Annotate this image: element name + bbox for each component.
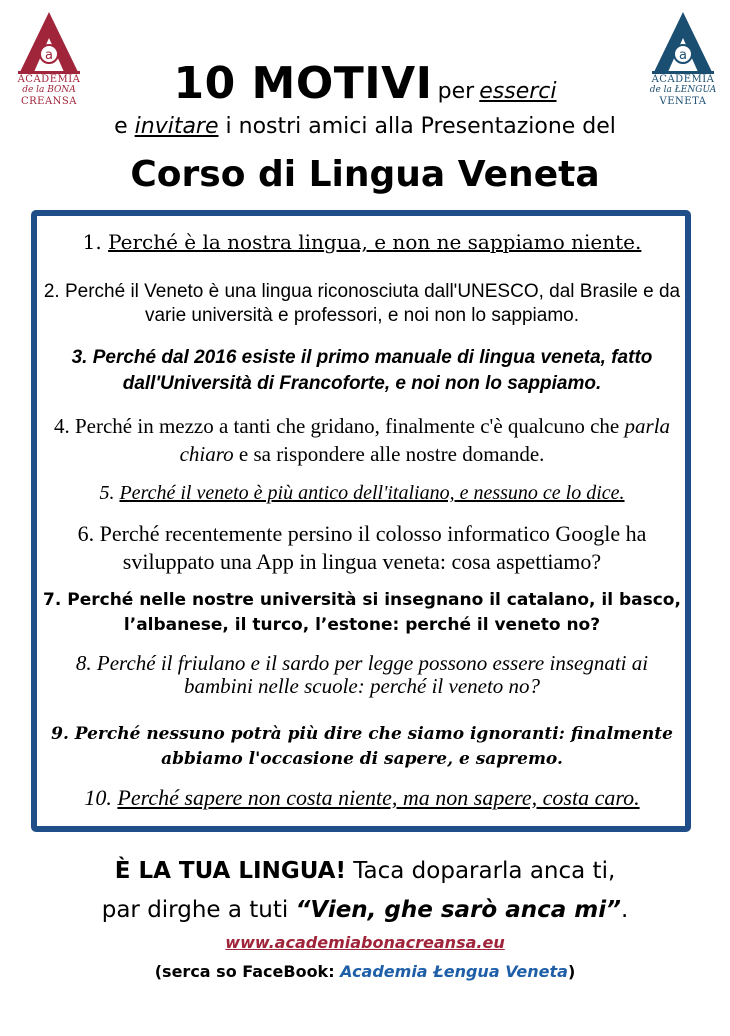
headline-esserci: esserci bbox=[479, 79, 557, 104]
slogan-line-1 bbox=[0, 858, 730, 884]
reason-4-part-a: 4. Perché in mezzo a tanti che gridano, finalmente c'è qualcuno che bbox=[53, 414, 620, 438]
slogan-rest: Taca dopararla anca ti, bbox=[353, 858, 616, 884]
reason-3: 3. Perché dal 2016 esiste il primo manuale di lingua veneta, fatto dall'Università di Francoforte, e noi non lo sappiamo. bbox=[71, 347, 653, 394]
reason-8: 8. Perché il friulano e il sardo per legge possono essere insegnati ai bambini nelle scuole: perché il veneto no? bbox=[75, 651, 649, 698]
slogan-line-2-end: . bbox=[620, 897, 629, 923]
subline bbox=[0, 114, 730, 139]
logo-left-line3: CREANSA bbox=[20, 96, 78, 107]
logo-right-line1: ACADEMIA bbox=[651, 74, 715, 85]
slogan-line-2-text: par dirghe a tuti bbox=[101, 897, 289, 923]
slogan-line-2 bbox=[0, 897, 730, 923]
reason-5 bbox=[40, 482, 684, 505]
reason-9: 9. Perché nessuno potrà più dire che siamo ignoranti: finalmente abbiamo l'occasione di sapere, e sapremo. bbox=[51, 724, 673, 769]
reason-1 bbox=[40, 230, 684, 254]
svg-text:a: a bbox=[679, 48, 687, 63]
facebook-page-name[interactable]: Academia Łengua Veneta bbox=[340, 962, 568, 981]
logo-left-line2: de la BONA bbox=[22, 85, 76, 95]
reason-4 bbox=[40, 412, 684, 468]
slogan-quote: “Vien, ghe sarò anca mi” bbox=[295, 897, 621, 923]
logo-right-line2: de la ŁENGUA bbox=[649, 85, 717, 95]
headline-per: per bbox=[437, 79, 475, 104]
headline-big: 10 MOTIVI bbox=[173, 58, 433, 109]
reason-10-number: 10. bbox=[84, 785, 112, 810]
facebook-prefix: (serca so FaceBook: bbox=[154, 962, 335, 981]
reason-4-part-b: parla chiaro bbox=[179, 414, 671, 466]
website-link[interactable]: www.academiabonacreansa.eu bbox=[225, 933, 505, 952]
logo-left-line1: ACADEMIA bbox=[17, 74, 81, 85]
subline-invitare: invitare bbox=[134, 114, 219, 139]
reason-6: 6. Perché recentemente persino il colosso informatico Google ha sviluppato una App in lingua veneta: cosa aspettiamo? bbox=[77, 521, 647, 574]
subline-e: e bbox=[114, 114, 128, 139]
reason-10 bbox=[40, 785, 684, 811]
reason-10-text: Perché sapere non costa niente, ma non sapere, costa caro. bbox=[117, 785, 640, 810]
facebook-line bbox=[0, 962, 730, 981]
reason-1-text: Perché è la nostra lingua, e non ne sappiamo niente. bbox=[108, 230, 642, 254]
subline-rest: i nostri amici alla Presentazione del bbox=[225, 114, 616, 139]
reason-4-part-c: e sa rispondere alle nostre domande. bbox=[238, 442, 545, 466]
facebook-suffix: ) bbox=[567, 962, 576, 981]
course-title: Corso di Lingua Veneta bbox=[130, 154, 600, 195]
slogan-bold: È LA TUA LINGUA! bbox=[114, 858, 346, 884]
reason-1-number: 1. bbox=[82, 230, 102, 254]
reason-5-text: Perché il veneto è più antico dell'italiano, e nessuno ce lo dice. bbox=[119, 482, 625, 504]
reason-5-number: 5. bbox=[99, 482, 115, 504]
headline bbox=[0, 58, 730, 109]
svg-text:a: a bbox=[45, 48, 53, 63]
reason-2: 2. Perché il Veneto è una lingua riconosciuta dall'UNESCO, dal Brasile e da varie università e professori, e noi non lo sappiamo. bbox=[43, 281, 681, 326]
reason-7: 7. Perché nelle nostre università si insegnano il catalano, il basco, l’albanese, il turco, l’estone: perché il veneto no? bbox=[43, 590, 681, 635]
logo-right-line3: VENETA bbox=[659, 96, 707, 107]
